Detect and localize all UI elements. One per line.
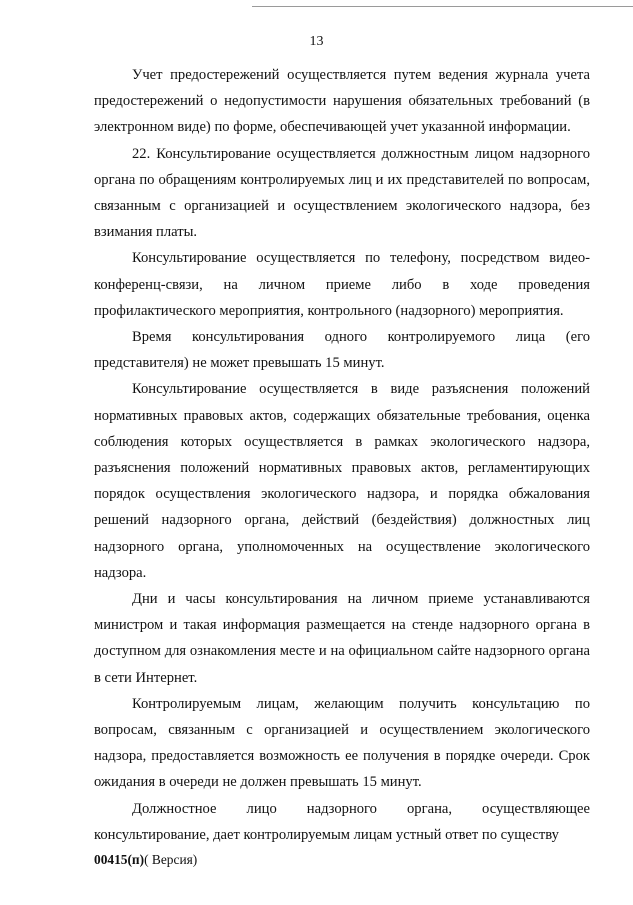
- page-number: 13: [309, 34, 324, 49]
- paragraph-5: Консультирование осуществляется в виде разъяснения положений нормативных правовых актов, содержащих обязательные требования, оценка соблюдения которых осуществляется в рамках экологического надзора, разъяснения положений нормативных правовых актов, регламентирующих порядок осуществления экологического надзора, и порядка обжалования решений надзорного органа, действий (бездействия) должностных лиц надзорного органа, уполномоченных на осуществление экологического надзора.: [94, 381, 590, 581]
- paragraph-6: Дни и часы консультирования на личном приеме устанавливаются министром и такая информация размещается на стенде надзорного органа в доступном для ознакомления месте и на официальном сайте надзорного органа в сети Интернет.: [94, 591, 590, 686]
- paragraph-7: Контролируемым лицам, желающим получить консультацию по вопросам, связанным с организацией и осуществлением экологического надзора, предоставляется возможность ее получения в порядке очереди. Срок ожидания в очереди не должен превышать 15 минут.: [94, 695, 590, 791]
- paragraph-1: Учет предостережений осуществляется путем ведения журнала учета предостережений о недопустимости нарушения обязательных требований (в электронном виде) по форме, обеспечивающей учет указанной информации.: [94, 67, 590, 136]
- paragraph-8: Должностное лицо надзорного органа, осуществляющее консультирование, дает контролируемым лицам устный ответ по существу: [94, 800, 590, 843]
- top-border-line: [252, 6, 633, 7]
- document-version: ( Версия): [144, 852, 198, 867]
- document-code: 00415(п): [94, 852, 145, 867]
- paragraph-2: 22. Консультирование осуществляется должностным лицом надзорного органа по обращениям контролируемых лиц и их представителей по вопросам, связанным с организацией и осуществлением экологического надзора, без взимания платы.: [94, 145, 590, 241]
- footer-document-code: [94, 852, 197, 868]
- paragraph-3: Консультирование осуществляется по телефону, посредством видео-конференц-связи, на личном приеме либо в ходе проведения профилактического мероприятия, контрольного (надзорного) мероприятия.: [94, 250, 590, 319]
- document-body: [94, 62, 590, 848]
- paragraph-4: Время консультирования одного контролируемого лица (его представителя) не может превышать 15 минут.: [94, 329, 590, 372]
